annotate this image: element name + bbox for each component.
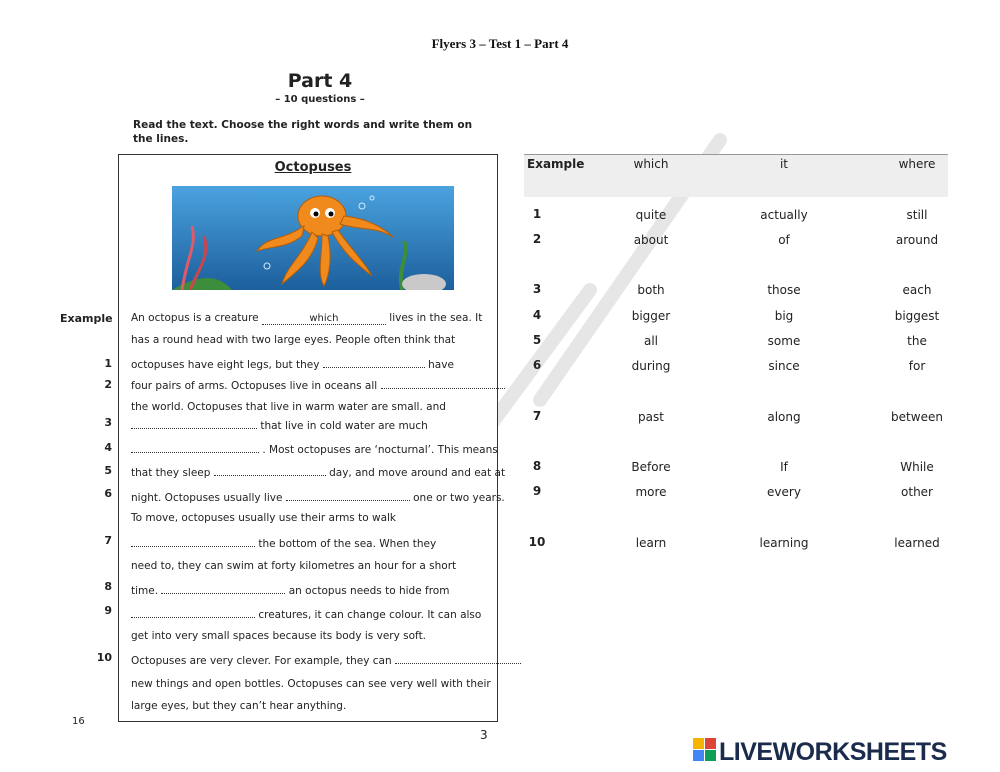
text-line: the bottom of the sea. When they — [131, 536, 496, 550]
option-word[interactable]: learning — [759, 536, 809, 550]
option-word: which — [633, 157, 669, 171]
answer-blank-5[interactable] — [214, 465, 326, 476]
option-word[interactable]: big — [774, 309, 794, 323]
option-row-label: 7 — [532, 409, 542, 423]
answer-blank-2[interactable] — [381, 378, 505, 389]
option-word[interactable]: about — [633, 233, 669, 247]
answer-blank-6[interactable] — [286, 490, 410, 501]
answer-blank-7[interactable] — [131, 536, 255, 547]
option-word[interactable]: While — [900, 460, 934, 474]
text-line: octopuses have eight legs, but they have — [131, 359, 454, 371]
option-word[interactable]: still — [906, 208, 928, 222]
text-line: four pairs of arms. Octopuses live in oceans all — [131, 378, 496, 392]
option-word[interactable]: actually — [760, 208, 808, 222]
option-word[interactable]: every — [767, 485, 801, 499]
text-line: To move, octopuses usually use their arms to walk — [131, 512, 397, 524]
octopus-illustration — [172, 186, 454, 290]
text-line: An octopus is a creature which lives in the sea. It — [131, 312, 483, 324]
option-word: where — [898, 157, 936, 171]
question-label: 9 — [104, 604, 112, 617]
option-row-label: 10 — [528, 535, 546, 549]
option-word[interactable]: more — [635, 485, 667, 499]
text-line: get into very small spaces because its body is very soft. — [131, 630, 427, 642]
part-subtitle: – 10 questions – — [275, 94, 365, 105]
option-word[interactable]: If — [780, 460, 788, 474]
option-row-label: 9 — [532, 484, 542, 498]
option-row-label: 3 — [532, 282, 542, 296]
option-row-label: 6 — [532, 358, 542, 372]
option-word[interactable]: the — [907, 334, 927, 348]
option-word[interactable]: both — [637, 283, 665, 297]
question-label: 8 — [104, 580, 112, 593]
answer-blank-1[interactable] — [323, 357, 425, 368]
text-line: creatures, it can change colour. It can also — [131, 607, 496, 621]
text-line: new things and open bottles. Octopuses can see very well with their — [131, 678, 491, 690]
option-word[interactable]: past — [638, 410, 664, 424]
text-line: the world. Octopuses that live in warm water are small. and — [131, 401, 446, 413]
answer-blank-3[interactable] — [131, 418, 257, 429]
option-word[interactable]: other — [901, 485, 933, 499]
text-line: need to, they can swim at forty kilometres an hour for a short — [131, 560, 457, 572]
header-title: Flyers 3 – Test 1 – Part 4 — [431, 36, 569, 51]
question-label: 3 — [104, 416, 112, 429]
option-word[interactable]: Before — [631, 460, 671, 474]
option-word: it — [779, 157, 789, 171]
option-word[interactable]: around — [895, 233, 939, 247]
text-line: that live in cold water are much — [131, 418, 496, 432]
logo-text: LIVEWORKSHEETS — [719, 738, 947, 766]
option-word[interactable]: learned — [894, 536, 940, 550]
answer-blank-8[interactable] — [161, 583, 285, 594]
option-word[interactable]: all — [643, 334, 659, 348]
page-number-right: 3 — [480, 728, 488, 742]
question-label: 2 — [104, 378, 112, 391]
option-word[interactable]: quite — [635, 208, 667, 222]
answer-blank-10[interactable] — [395, 653, 521, 664]
option-word[interactable]: for — [908, 359, 926, 373]
option-row-label: 1 — [532, 207, 542, 221]
option-row-label: 2 — [532, 232, 542, 246]
text-line: that they sleep day, and move around and eat at — [131, 467, 506, 479]
text-line: Octopuses are very clever. For example, they can — [131, 653, 496, 667]
logo-blocks-icon — [693, 738, 717, 766]
question-label: 10 — [96, 651, 112, 664]
instructions: Read the text. Choose the right words and write them on the lines. — [133, 119, 473, 145]
question-label: Example — [60, 312, 113, 325]
question-label: 1 — [104, 357, 112, 370]
option-row-label: 5 — [532, 333, 542, 347]
option-word[interactable]: bigger — [631, 309, 671, 323]
text-line: has a round head with two large eyes. People often think that — [131, 334, 456, 346]
option-word[interactable]: those — [767, 283, 801, 297]
option-word[interactable]: during — [631, 359, 671, 373]
question-label: 7 — [104, 534, 112, 547]
liveworksheets-logo[interactable] — [693, 736, 993, 766]
box-title: Octopuses — [274, 160, 352, 175]
text-line: night. Octopuses usually live one or two years. — [131, 492, 505, 504]
page-number-left: 16 — [72, 716, 85, 727]
question-label: 5 — [104, 464, 112, 477]
option-word[interactable]: between — [891, 410, 943, 424]
option-word[interactable]: learn — [635, 536, 667, 550]
option-word[interactable]: some — [767, 334, 801, 348]
question-label: 6 — [104, 487, 112, 500]
text-line: large eyes, but they can’t hear anything. — [131, 700, 347, 712]
option-word[interactable]: each — [902, 283, 932, 297]
option-word[interactable]: since — [768, 359, 800, 373]
answer-blank-4[interactable] — [131, 442, 259, 453]
answer-blank-9[interactable] — [131, 607, 255, 618]
question-label: 4 — [104, 441, 112, 454]
text-line: . Most octopuses are ‘nocturnal’. This means — [131, 442, 496, 456]
option-word[interactable]: along — [767, 410, 801, 424]
text-line: time. an octopus needs to hide from — [131, 585, 450, 597]
option-word[interactable]: biggest — [894, 309, 940, 323]
example-answer: which — [262, 313, 386, 325]
option-row-label: 8 — [532, 459, 542, 473]
option-word[interactable]: of — [778, 233, 790, 247]
option-row-label: Example — [527, 157, 585, 171]
option-row-label: 4 — [532, 308, 542, 322]
part-title: Part 4 — [287, 70, 353, 92]
